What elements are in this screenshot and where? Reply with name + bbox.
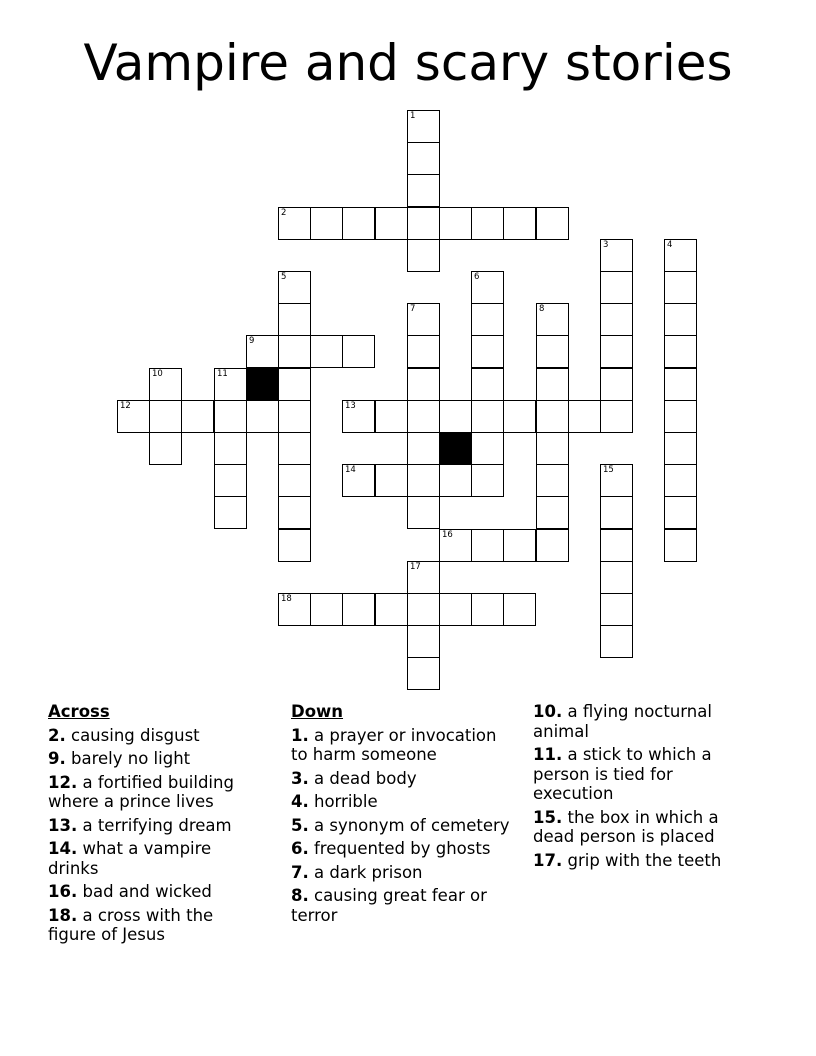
clue-across: 18. a cross with the figure of Jesus — [48, 905, 214, 944]
grid-cell[interactable] — [278, 593, 311, 626]
grid-cell[interactable] — [536, 496, 569, 529]
grid-cell[interactable] — [471, 271, 504, 304]
black-square — [439, 432, 472, 465]
grid-cell[interactable] — [342, 464, 375, 497]
grid-cell[interactable] — [117, 400, 150, 433]
grid-cell[interactable] — [407, 239, 440, 272]
clue-across: 13. a terrifying dream — [48, 815, 232, 835]
grid-cell[interactable] — [407, 657, 440, 690]
grid-cell[interactable] — [536, 529, 569, 562]
grid-cell[interactable] — [503, 593, 536, 626]
grid-cell[interactable] — [278, 368, 311, 401]
grid-cell[interactable] — [600, 368, 633, 401]
grid-cell[interactable] — [214, 432, 247, 465]
grid-cell[interactable] — [600, 496, 633, 529]
clue-number: 11 — [217, 369, 228, 379]
grid-cell[interactable] — [278, 432, 311, 465]
grid-cell[interactable] — [149, 400, 182, 433]
grid-cell[interactable] — [471, 303, 504, 336]
clue-across: 14. what a vampire drinks — [48, 839, 212, 878]
grid-cell[interactable] — [471, 529, 504, 562]
grid-cell[interactable] — [600, 303, 633, 336]
grid-cell[interactable] — [664, 368, 697, 401]
grid-cell[interactable] — [600, 625, 633, 658]
grid-cell[interactable] — [278, 335, 311, 368]
clue-down: 15. the box in which a dead person is placed — [533, 807, 719, 846]
grid-cell[interactable] — [214, 368, 247, 401]
grid-cell[interactable] — [149, 432, 182, 465]
grid-cell[interactable] — [181, 400, 214, 433]
grid-cell[interactable] — [278, 529, 311, 562]
clue-down: 17. grip with the teeth — [533, 850, 722, 870]
grid-cell[interactable] — [407, 561, 440, 594]
grid-cell[interactable] — [536, 207, 569, 240]
grid-cell[interactable] — [600, 271, 633, 304]
grid-cell[interactable] — [407, 368, 440, 401]
grid-cell[interactable] — [439, 464, 472, 497]
clue-down: 1. a prayer or invocation to harm someone — [291, 725, 497, 764]
grid-cell[interactable] — [407, 110, 440, 143]
grid-cell[interactable] — [214, 464, 247, 497]
clue-number: 7 — [410, 304, 416, 314]
grid-cell[interactable] — [503, 207, 536, 240]
down-clues-continued — [533, 702, 753, 874]
clue-down: 4. horrible — [291, 792, 378, 811]
grid-cell[interactable] — [536, 432, 569, 465]
grid-cell[interactable] — [214, 496, 247, 529]
grid-cell[interactable] — [471, 368, 504, 401]
grid-cell[interactable] — [407, 207, 440, 240]
clue-down: 10. a flying nocturnal animal — [533, 702, 712, 741]
grid-cell[interactable] — [471, 593, 504, 626]
grid-cell[interactable] — [600, 464, 633, 497]
grid-cell[interactable] — [600, 239, 633, 272]
grid-cell[interactable] — [536, 303, 569, 336]
clue-down: 3. a dead body — [291, 768, 417, 788]
grid-cell[interactable] — [407, 496, 440, 529]
grid-cell[interactable] — [214, 400, 247, 433]
grid-cell[interactable] — [310, 207, 343, 240]
grid-cell[interactable] — [503, 400, 536, 433]
grid-cell[interactable] — [246, 400, 279, 433]
grid-cell[interactable] — [375, 207, 408, 240]
clue-number: 9 — [249, 336, 255, 346]
grid-cell[interactable] — [664, 529, 697, 562]
grid-cell[interactable] — [439, 400, 472, 433]
grid-cell[interactable] — [600, 529, 633, 562]
grid-cell[interactable] — [471, 400, 504, 433]
grid-cell[interactable] — [536, 464, 569, 497]
clue-number: 15 — [603, 465, 614, 475]
clue-number: 5 — [281, 272, 287, 282]
grid-cell[interactable] — [149, 368, 182, 401]
grid-cell[interactable] — [278, 400, 311, 433]
grid-cell[interactable] — [407, 335, 440, 368]
grid-cell[interactable] — [471, 432, 504, 465]
grid-cell[interactable] — [310, 335, 343, 368]
grid-cell[interactable] — [407, 432, 440, 465]
grid-cell[interactable] — [471, 335, 504, 368]
grid-cell[interactable] — [407, 625, 440, 658]
clue-across: 12. a fortified building where a prince lives — [48, 772, 234, 811]
grid-cell[interactable] — [471, 207, 504, 240]
clue-across: 16. bad and wicked — [48, 882, 212, 901]
grid-cell[interactable] — [568, 400, 601, 433]
across-clues — [48, 702, 263, 949]
clue-number: 12 — [120, 401, 131, 411]
grid-cell[interactable] — [407, 174, 440, 207]
down-clues — [291, 702, 516, 929]
grid-cell[interactable] — [342, 335, 375, 368]
grid-cell[interactable] — [600, 400, 633, 433]
grid-cell[interactable] — [536, 400, 569, 433]
grid-cell[interactable] — [664, 496, 697, 529]
grid-cell[interactable] — [664, 303, 697, 336]
grid-cell[interactable] — [664, 239, 697, 272]
grid-cell[interactable] — [439, 529, 472, 562]
grid-cell[interactable] — [375, 464, 408, 497]
grid-cell[interactable] — [664, 400, 697, 433]
clue-down: 7. a dark prison — [291, 862, 423, 882]
grid-cell[interactable] — [246, 335, 279, 368]
clue-down: 6. frequented by ghosts — [291, 839, 491, 858]
across-heading: Across — [48, 702, 110, 721]
grid-cell[interactable] — [664, 464, 697, 497]
grid-cell[interactable] — [471, 464, 504, 497]
clue-down: 11. a stick to which a person is tied for execution — [533, 745, 712, 803]
clue-number: 6 — [474, 272, 480, 282]
clue-number: 8 — [539, 304, 545, 314]
clue-down: 8. causing great fear or terror — [291, 886, 487, 925]
grid-cell[interactable] — [503, 529, 536, 562]
grid-cell[interactable] — [600, 561, 633, 594]
grid-cell[interactable] — [439, 593, 472, 626]
clue-number: 18 — [281, 594, 292, 604]
clue-number: 17 — [410, 562, 421, 572]
clue-number: 16 — [442, 530, 453, 540]
grid-cell[interactable] — [664, 432, 697, 465]
grid-cell[interactable] — [664, 335, 697, 368]
clue-number: 10 — [152, 369, 163, 379]
clue-number: 2 — [281, 208, 287, 218]
grid-cell[interactable] — [600, 335, 633, 368]
grid-cell[interactable] — [407, 142, 440, 175]
grid-cell[interactable] — [278, 303, 311, 336]
black-square — [246, 368, 279, 401]
grid-cell[interactable] — [407, 400, 440, 433]
clue-number: 4 — [667, 240, 673, 250]
puzzle-title: Vampire and scary stories — [83, 34, 733, 92]
grid-cell[interactable] — [278, 207, 311, 240]
grid-cell[interactable] — [278, 271, 311, 304]
grid-cell[interactable] — [407, 303, 440, 336]
grid-cell[interactable] — [342, 593, 375, 626]
grid-cell[interactable] — [310, 593, 343, 626]
grid-cell[interactable] — [342, 207, 375, 240]
grid-cell[interactable] — [536, 368, 569, 401]
clue-number: 3 — [603, 240, 609, 250]
grid-cell[interactable] — [278, 464, 311, 497]
clue-number: 13 — [345, 401, 356, 411]
down-heading: Down — [291, 702, 344, 721]
grid-cell[interactable] — [407, 464, 440, 497]
grid-cell[interactable] — [664, 271, 697, 304]
grid-cell[interactable] — [342, 400, 375, 433]
clue-down: 5. a synonym of cemetery — [291, 815, 510, 835]
clue-number: 14 — [345, 465, 356, 475]
clue-across: 2. causing disgust — [48, 725, 200, 745]
grid-cell[interactable] — [536, 335, 569, 368]
clue-across: 9. barely no light — [48, 749, 191, 768]
grid-cell[interactable] — [600, 593, 633, 626]
grid-cell[interactable] — [439, 207, 472, 240]
grid-cell[interactable] — [278, 496, 311, 529]
grid-cell[interactable] — [375, 400, 408, 433]
grid-cell[interactable] — [375, 593, 408, 626]
clue-number: 1 — [410, 111, 416, 121]
grid-cell[interactable] — [407, 593, 440, 626]
